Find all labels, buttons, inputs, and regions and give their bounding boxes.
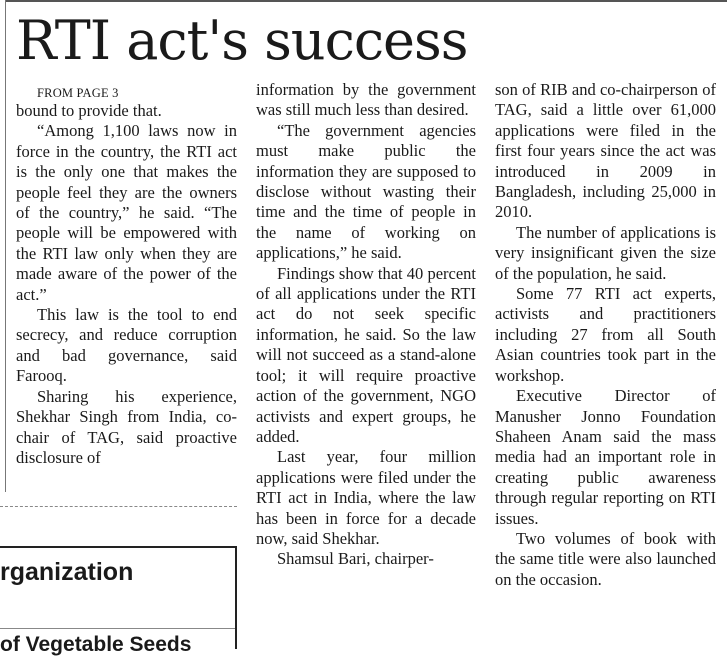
paragraph: Sharing his experience, Shekhar Singh from India, co-chair of TAG, said proactive disclosure of [16,386,237,467]
ad-subtitle: of Vegetable Seeds [0,633,192,656]
paragraph: Shamsul Bari, chairper- [277,549,434,569]
paragraph: information by the government was still much less than desired. [256,80,476,120]
advertisement-box [0,546,237,656]
paragraph: Findings show that 40 percent of all applications under the RTI act do not seek specific information, he said. So the law will not succeed as a stand-alone tool; it will require proactive action of the government, NGO activists and expert groups, he added. [256,263,476,446]
paragraph: Last year, four million applications were filed under the RTI act in India, where the law has been in force for a decade now, said Shekhar. [256,447,476,548]
ad-divider [0,628,235,629]
paragraph: This law is the tool to end secrecy, and reduce corruption and bad governance, said Farooq. [16,305,237,386]
paragraph: Two volumes of book with the same title were also launched on the occasion. [495,528,716,589]
article-column-1 [16,85,237,468]
continuation-label: FROM PAGE 3 [37,86,119,100]
article-column-2 [256,80,476,570]
paragraph: son of RIB and co-chairperson of TAG, said a little over 61,000 applications were filed in the first four years since the act was introduced in 2009 in Bangladesh, including 25,000 in 2010. [495,80,716,222]
top-rule [5,0,727,2]
paragraph: Some 77 RTI act experts, activists and practitioners including 27 from all South Asian countries took part in the workshop. [495,284,716,385]
paragraph: bound to provide that. [16,101,162,120]
left-column-rule [5,0,6,492]
paragraph: “The government agencies must make public the information they are supposed to disclose without wasting their time and the time of people in the name of working on applications,” he said. [256,120,476,263]
headline: RTI act's success [16,9,468,72]
paragraph: Executive Director of Manusher Jonno Foundation Shaheen Anam said the mass media had an important role in creating public awareness through regular reporting on RTI issues. [495,386,716,528]
paragraph: “Among 1,100 laws now in force in the country, the RTI act is the only one that makes the people feel they are the owners of the country,” he said. “The people will be empowered with the RTI law only when they are made aware of the power of the act.” [16,121,237,304]
article-column-3 [495,80,716,590]
ad-separator [0,506,237,507]
ad-title: rganization [0,558,134,586]
paragraph: The number of applications is very insignificant given the size of the population, he said. [495,222,716,283]
